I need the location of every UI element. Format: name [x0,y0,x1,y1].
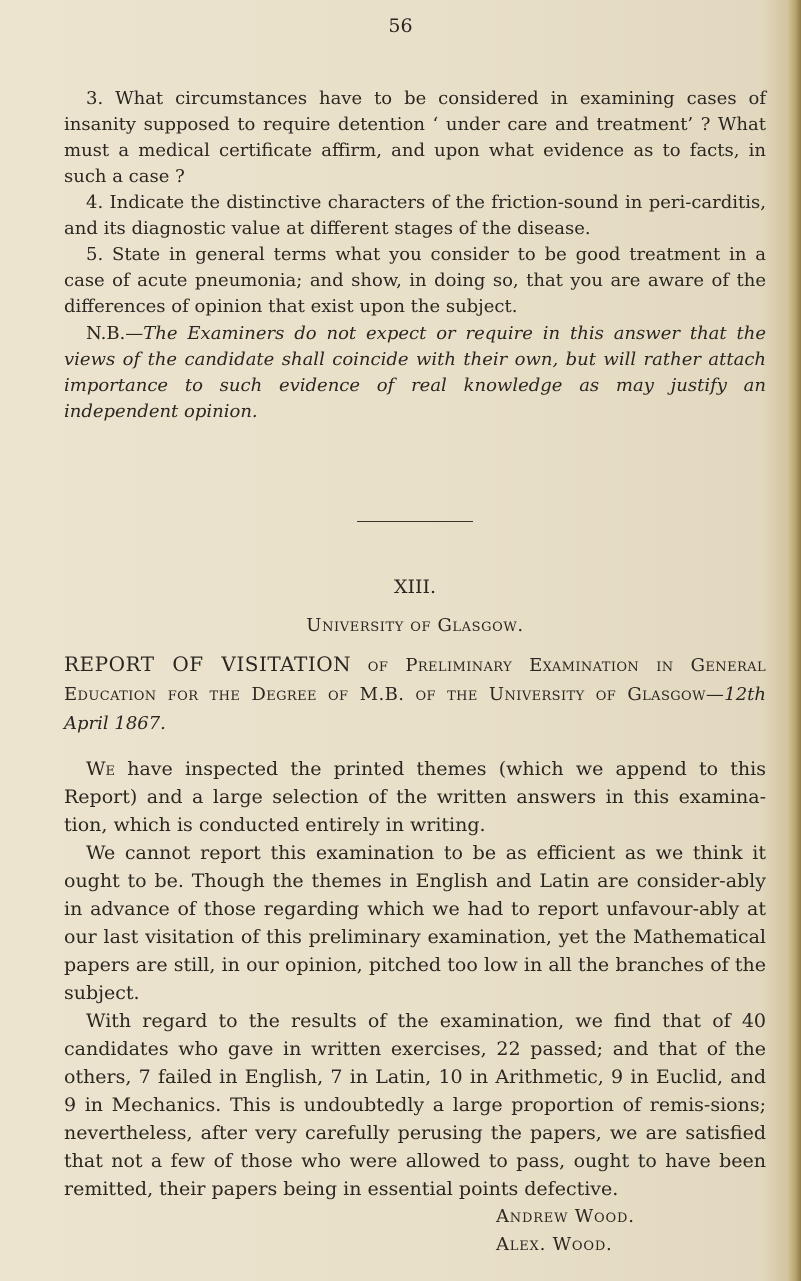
report-date: 12th April 1867. [64,684,766,734]
report-title [64,650,766,738]
note-text: The Examiners do not expect or require in this answer that the views of the candidate shall coincide with their own, but will rather attach importance to such evidence of real knowledge as may justify an independent opinion. [64,323,766,422]
signatory-2: Alex. Wood. [496,1234,613,1255]
section-number: XIII. [393,576,437,598]
examiners-note [64,321,766,425]
report-paragraph-2: We cannot report this examination to be as efficient as we think it ought to be. Though the themes in English and Latin are consider-ably in advance of those regarding which we had to report unfavour-ably at our last visitation of this preliminary examination, yet the Mathematical papers are still, in our opinion, pitched too low in all the branches of the subject. [64,842,766,1004]
signatory-1: Andrew Wood. [496,1206,635,1227]
report-title-main: REPORT OF VISITATION [64,652,352,676]
section-divider [357,521,473,522]
report-paragraph-3: With regard to the results of the examination, we find that of 40 candidates who gave in written exercises, 22 passed; and that of the others, 7 failed in English, 7 in Latin, 10 in Arithmetic, 9 in Euclid, and 9 in Mechanics. This is undoubtedly a large proportion of remis-sions; nevertheless, after very carefully perusing the papers, we are satisfied that not a few of those who were allowed to pass, ought to have been remitted, their papers being in essential points defective. [64,1010,766,1200]
content [64,86,766,1259]
page-number: 56 [388,15,413,37]
report-paragraph-1 [64,755,766,839]
question-5: 5. State in general terms what you consider to be good treatment in a case of acute pneumonia; and show, in doing so, that you are aware of the differences of opinion that exist upon the subject. [64,244,766,317]
report-title-sub: of Preliminary Examination in General Education for the Degree of M.B. of the University of Glasgow— [64,655,766,705]
note-prefix: N.B.— [86,323,144,344]
paragraph-text: have inspected the printed themes (which we append to this Report) and a large selection of the written answers in this examina-tion, which is conducted entirely in writing. [64,758,766,836]
question-3: 3. What circumstances have to be considered in examining cases of insanity supposed to require detention ‘ under care and treatment’ ? What must a medical certificate affirm, and upon what evidence as to facts, in such a case ? [64,88,766,187]
question-4: 4. Indicate the distinctive characters of the friction-sound in peri-carditis, and its diagnostic value at different stages of the disease. [64,192,766,239]
university-heading: University of Glasgow. [306,615,524,636]
page-edge [787,0,801,1281]
paragraph-lead: We [86,758,116,780]
